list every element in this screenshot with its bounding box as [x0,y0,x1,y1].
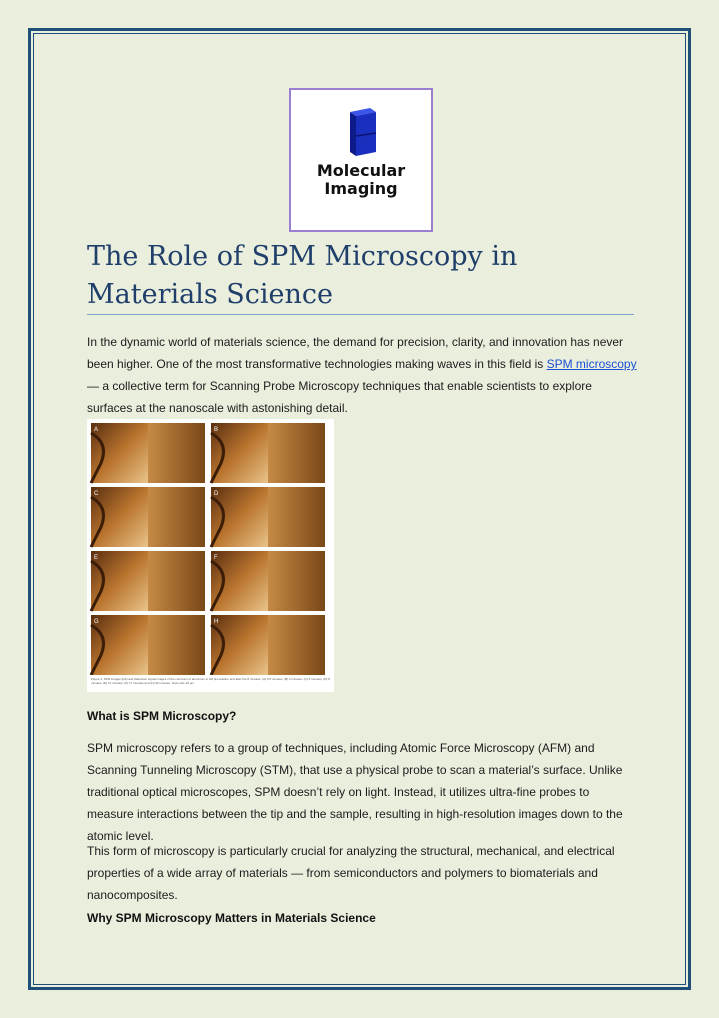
spm-panel-g [91,615,205,675]
intro-paragraph [87,331,639,419]
logo-text-line2: Imaging [324,179,398,198]
spm-panel-label: C [94,491,99,497]
spm-panel-label: H [214,619,219,625]
spm-image-grid [87,419,334,675]
spm-panel-h [211,615,325,675]
section1-paragraph2: This form of microscopy is particularly crucial for analyzing the structural, mechanical, and electrical properties of a wide array of materials — from semiconductors and polymers to biomaterials and nanocomposites. [87,844,615,902]
title-divider [87,314,634,315]
spm-microscopy-link[interactable]: SPM microscopy [546,357,637,371]
spm-panel-d [211,487,325,547]
intro-text-before: In the dynamic world of materials science, the demand for precision, clarity, and innovation has never been higher. One of the most transformative technologies making waves in this field is [87,335,624,371]
spm-panel-e [91,551,205,611]
blue-cube-icon [346,106,378,158]
section1-paragraph1: SPM microscopy refers to a group of techniques, including Atomic Force Microscopy (AFM) and Scanning Tunneling Microscopy (STM), that use a physical probe to scan a material’s surface. Unlike traditional optical microscopes, SPM doesn’t rely on light. Instead, it utilizes ultra-fine probes to measure interactions between the tip and the sample, resulting in high-resolution images down to the atomic level. [87,741,623,843]
figure-caption: Figure 3. SPM images (left) and deflection signal images of the corrosion of aluminum in 1M pH solution and after the 8 minutes: (A) 0.5 minutes, (B) 4 minutes, (C) 6 minutes, (D) 8 minutes, (E) 12 minutes, (F) 17 minutes and (H) 22 minutes. Scan size 10 µm. [91,677,330,685]
title-line2: Materials Science [87,279,334,310]
section-heading-what-is-spm: What is SPM Microscopy? [87,709,237,723]
spm-panel-f [211,551,325,611]
spm-panel-label: G [94,619,99,625]
spm-panel-label: F [214,555,218,561]
spm-panel-a [91,423,205,483]
spm-figure [87,419,334,692]
title-line1: The Role of SPM Microscopy in [87,241,518,272]
logo-text-line1: Molecular [316,161,406,180]
spm-panel-label: D [214,491,219,497]
spm-panel-label: E [94,555,99,561]
spm-panel-label: B [214,427,219,433]
section-heading-why-spm-matters: Why SPM Microscopy Matters in Materials Science [87,911,376,925]
spm-panel-b [211,423,325,483]
intro-text-after: — a collective term for Scanning Probe Microscopy techniques that enable scientists to explore surfaces at the nanoscale with astonishing detail. [87,379,592,415]
spm-panel-c [91,487,205,547]
article-title [87,238,647,314]
molecular-imaging-logo [289,88,433,232]
spm-panel-label: A [94,427,99,433]
